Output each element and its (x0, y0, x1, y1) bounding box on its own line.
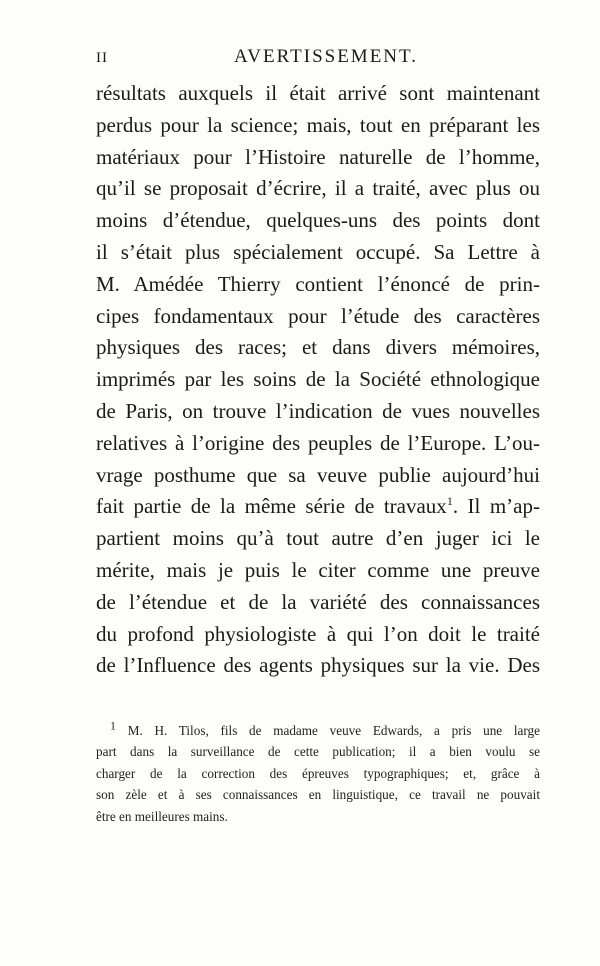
text-line: qu’il se proposait d’écrire, il a traité, avec plus ou (96, 176, 540, 201)
text-fragment: . Il m’ap- (452, 494, 540, 519)
footnote-line: part dans la surveillance de cette publication; il a bien voulu se (96, 744, 540, 760)
footnote-reference[interactable]: 1 (446, 494, 453, 509)
page-number: II (96, 50, 108, 66)
page-header (96, 46, 542, 70)
footnote-line: charger de la correction des épreuves typographiques; et, grâce à (96, 765, 540, 781)
text-line: du profond physiologiste à qui l’on doit le traité (96, 621, 540, 646)
text-line: matériaux pour l’Histoire naturelle de l’homme, (96, 144, 540, 169)
running-head: AVERTISSEMENT. (234, 46, 418, 67)
text-fragment: fait partie de la même série de travaux (96, 494, 447, 519)
text-line: M. Amédée Thierry contient l’énoncé de prin- (96, 271, 540, 296)
text-line: il s’était plus spécialement occupé. Sa Lettre à (96, 239, 540, 264)
text-line: de l’Influence des agents physiques sur la vie. Des (96, 653, 540, 678)
footnote-line: son zèle et à ses connaissances en linguistique, ce travail ne pouvait (96, 787, 540, 803)
text-line: perdus pour la science; mais, tout en préparant les (96, 112, 540, 137)
text-line: partient moins qu’à tout autre d’en juger ici le (96, 526, 540, 551)
footnote-marker: 1 (110, 718, 116, 733)
text-line: mérite, mais je puis le citer comme une preuve (96, 557, 540, 582)
text-line: résultats auxquels il était arrivé sont maintenant (96, 81, 540, 105)
footnote-line (96, 720, 540, 741)
text-line: relatives à l’origine des peuples de l’Europe. L’ou- (96, 430, 540, 455)
text-line-with-footnote (96, 491, 540, 523)
text-line: physiques des races; et dans divers mémoires, (96, 335, 540, 360)
text-line: moins d’étendue, quelques-uns des points dont (96, 208, 540, 233)
text-line: de l’étendue et de la variété des connaissances (96, 589, 540, 614)
footnotes (96, 720, 540, 827)
body-text (96, 78, 540, 682)
text-line: imprimés par les soins de la Société ethnologique (96, 367, 540, 392)
footnote-line: être en meilleures mains. (96, 808, 228, 824)
footnote-text: M. H. Tilos, fils de madame veuve Edwards, a pris une large (127, 723, 541, 738)
text-line: de Paris, on trouve l’indication de vues nouvelles (96, 398, 540, 423)
text-line: cipes fondamentaux pour l’étude des caractères (96, 303, 540, 328)
text-line: vrage posthume que sa veuve publie aujourd’hui (96, 462, 540, 487)
